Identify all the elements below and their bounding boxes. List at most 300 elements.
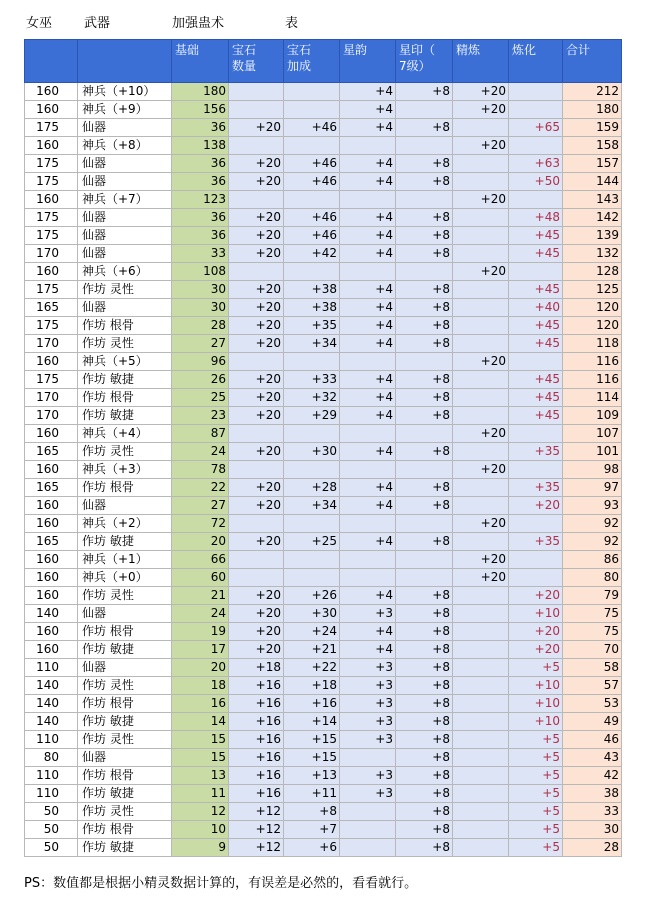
table-row xyxy=(25,317,622,335)
table-row xyxy=(25,551,622,569)
cell-base: 11 xyxy=(172,785,229,803)
cell-refine: +20 xyxy=(453,515,509,533)
table-row xyxy=(25,245,622,263)
cell-gem-bonus: +6 xyxy=(284,839,340,857)
cell-total: 92 xyxy=(563,515,622,533)
cell-star-seal: +8 xyxy=(396,749,453,767)
cell-star-seal: +8 xyxy=(396,767,453,785)
cell-gem-bonus: +46 xyxy=(284,155,340,173)
cell-base: 19 xyxy=(172,623,229,641)
cell-total: 30 xyxy=(563,821,622,839)
cell-item: 仙器 xyxy=(78,173,172,191)
header-star-rhyme: 星韵 xyxy=(340,40,396,83)
cell-item: 作坊 根骨 xyxy=(78,389,172,407)
table-row xyxy=(25,389,622,407)
cell-star-seal: +8 xyxy=(396,695,453,713)
cell-star-seal xyxy=(396,101,453,119)
cell-item: 作坊 灵性 xyxy=(78,677,172,695)
sheet-title xyxy=(0,10,650,30)
cell-star-seal: +8 xyxy=(396,839,453,857)
cell-smelt: +10 xyxy=(509,605,563,623)
cell-level: 160 xyxy=(25,587,78,605)
cell-refine xyxy=(453,659,509,677)
cell-gem-count: +20 xyxy=(229,479,284,497)
table-row xyxy=(25,677,622,695)
cell-base: 22 xyxy=(172,479,229,497)
cell-star-rhyme: +4 xyxy=(340,641,396,659)
cell-level: 175 xyxy=(25,173,78,191)
cell-level: 165 xyxy=(25,299,78,317)
table-row xyxy=(25,641,622,659)
cell-level: 140 xyxy=(25,695,78,713)
cell-base: 36 xyxy=(172,119,229,137)
cell-smelt: +35 xyxy=(509,533,563,551)
title-suffix: 表 xyxy=(285,16,299,31)
cell-item: 仙器 xyxy=(78,155,172,173)
cell-total: 212 xyxy=(563,83,622,101)
table-row xyxy=(25,461,622,479)
cell-gem-bonus xyxy=(284,263,340,281)
cell-total: 114 xyxy=(563,389,622,407)
cell-star-seal xyxy=(396,461,453,479)
cell-refine: +20 xyxy=(453,461,509,479)
table-row xyxy=(25,227,622,245)
cell-gem-bonus: +24 xyxy=(284,623,340,641)
cell-star-seal: +8 xyxy=(396,731,453,749)
cell-gem-bonus: +30 xyxy=(284,443,340,461)
cell-gem-count xyxy=(229,515,284,533)
cell-level: 175 xyxy=(25,281,78,299)
table-row xyxy=(25,281,622,299)
cell-gem-bonus: +22 xyxy=(284,659,340,677)
cell-gem-bonus: +46 xyxy=(284,173,340,191)
cell-smelt: +45 xyxy=(509,245,563,263)
cell-gem-bonus: +42 xyxy=(284,245,340,263)
table-row xyxy=(25,83,622,101)
cell-star-rhyme: +4 xyxy=(340,245,396,263)
cell-gem-count: +20 xyxy=(229,371,284,389)
cell-star-rhyme: +4 xyxy=(340,497,396,515)
cell-smelt: +10 xyxy=(509,677,563,695)
cell-level: 160 xyxy=(25,425,78,443)
cell-smelt: +35 xyxy=(509,443,563,461)
table-row xyxy=(25,353,622,371)
header-total: 合计 xyxy=(563,40,622,83)
cell-base: 10 xyxy=(172,821,229,839)
cell-item: 神兵（+8） xyxy=(78,137,172,155)
cell-star-seal: +8 xyxy=(396,227,453,245)
cell-gem-bonus xyxy=(284,191,340,209)
table-row xyxy=(25,659,622,677)
cell-refine xyxy=(453,479,509,497)
cell-smelt xyxy=(509,83,563,101)
cell-star-rhyme: +4 xyxy=(340,119,396,137)
cell-star-seal: +8 xyxy=(396,821,453,839)
cell-base: 30 xyxy=(172,299,229,317)
table-row xyxy=(25,263,622,281)
cell-base: 15 xyxy=(172,731,229,749)
cell-item: 仙器 xyxy=(78,299,172,317)
cell-total: 49 xyxy=(563,713,622,731)
cell-star-rhyme: +4 xyxy=(340,209,396,227)
cell-item: 神兵（+7） xyxy=(78,191,172,209)
cell-smelt xyxy=(509,137,563,155)
cell-total: 86 xyxy=(563,551,622,569)
cell-refine xyxy=(453,605,509,623)
cell-gem-count: +20 xyxy=(229,155,284,173)
table-row xyxy=(25,299,622,317)
cell-star-seal: +8 xyxy=(396,605,453,623)
cell-smelt: +5 xyxy=(509,749,563,767)
cell-gem-count xyxy=(229,353,284,371)
cell-smelt: +10 xyxy=(509,695,563,713)
table-row xyxy=(25,191,622,209)
cell-gem-count xyxy=(229,551,284,569)
table-row xyxy=(25,209,622,227)
cell-star-rhyme xyxy=(340,803,396,821)
cell-base: 20 xyxy=(172,659,229,677)
table-row xyxy=(25,713,622,731)
cell-level: 175 xyxy=(25,317,78,335)
cell-refine: +20 xyxy=(453,101,509,119)
cell-level: 170 xyxy=(25,389,78,407)
cell-refine xyxy=(453,497,509,515)
cell-item: 作坊 敏捷 xyxy=(78,785,172,803)
cell-gem-bonus xyxy=(284,551,340,569)
cell-gem-bonus xyxy=(284,515,340,533)
cell-smelt: +5 xyxy=(509,785,563,803)
cell-item: 作坊 根骨 xyxy=(78,317,172,335)
cell-gem-count xyxy=(229,569,284,587)
cell-item: 作坊 灵性 xyxy=(78,803,172,821)
cell-total: 53 xyxy=(563,695,622,713)
cell-gem-bonus xyxy=(284,353,340,371)
cell-star-seal xyxy=(396,569,453,587)
cell-star-seal: +8 xyxy=(396,479,453,497)
cell-item: 神兵（+2） xyxy=(78,515,172,533)
cell-gem-count: +20 xyxy=(229,623,284,641)
cell-base: 13 xyxy=(172,767,229,785)
table-row xyxy=(25,101,622,119)
cell-level: 140 xyxy=(25,605,78,623)
cell-star-seal: +8 xyxy=(396,497,453,515)
cell-gem-count: +20 xyxy=(229,443,284,461)
cell-refine xyxy=(453,407,509,425)
cell-level: 110 xyxy=(25,731,78,749)
cell-total: 43 xyxy=(563,749,622,767)
cell-item: 作坊 敏捷 xyxy=(78,371,172,389)
cell-item: 神兵（+5） xyxy=(78,353,172,371)
cell-item: 作坊 灵性 xyxy=(78,443,172,461)
cell-gem-count: +20 xyxy=(229,173,284,191)
cell-gem-count: +20 xyxy=(229,641,284,659)
cell-gem-count: +20 xyxy=(229,119,284,137)
cell-gem-bonus xyxy=(284,137,340,155)
cell-gem-count: +20 xyxy=(229,389,284,407)
table-row xyxy=(25,497,622,515)
cell-star-rhyme: +4 xyxy=(340,371,396,389)
cell-gem-bonus: +29 xyxy=(284,407,340,425)
cell-base: 96 xyxy=(172,353,229,371)
cell-star-seal: +8 xyxy=(396,407,453,425)
cell-smelt xyxy=(509,515,563,533)
cell-total: 93 xyxy=(563,497,622,515)
cell-item: 作坊 根骨 xyxy=(78,623,172,641)
cell-total: 116 xyxy=(563,353,622,371)
cell-refine xyxy=(453,749,509,767)
cell-smelt: +20 xyxy=(509,623,563,641)
cell-level: 165 xyxy=(25,479,78,497)
table-row xyxy=(25,623,622,641)
cell-level: 170 xyxy=(25,335,78,353)
cell-item: 仙器 xyxy=(78,245,172,263)
cell-star-rhyme xyxy=(340,551,396,569)
cell-gem-count xyxy=(229,101,284,119)
cell-gem-bonus: +32 xyxy=(284,389,340,407)
cell-total: 101 xyxy=(563,443,622,461)
cell-item: 仙器 xyxy=(78,227,172,245)
cell-smelt: +45 xyxy=(509,335,563,353)
cell-star-seal xyxy=(396,515,453,533)
cell-level: 160 xyxy=(25,551,78,569)
table-row xyxy=(25,479,622,497)
cell-star-rhyme: +4 xyxy=(340,83,396,101)
cell-level: 160 xyxy=(25,461,78,479)
cell-base: 60 xyxy=(172,569,229,587)
cell-star-seal: +8 xyxy=(396,317,453,335)
cell-base: 26 xyxy=(172,371,229,389)
cell-base: 20 xyxy=(172,533,229,551)
cell-item: 神兵（+6） xyxy=(78,263,172,281)
cell-refine xyxy=(453,821,509,839)
cell-base: 12 xyxy=(172,803,229,821)
cell-gem-count: +16 xyxy=(229,749,284,767)
cell-gem-count: +20 xyxy=(229,533,284,551)
cell-refine: +20 xyxy=(453,137,509,155)
cell-star-rhyme: +4 xyxy=(340,587,396,605)
cell-total: 75 xyxy=(563,623,622,641)
cell-star-rhyme: +4 xyxy=(340,479,396,497)
cell-refine xyxy=(453,731,509,749)
cell-gem-bonus: +14 xyxy=(284,713,340,731)
cell-item: 神兵（+4） xyxy=(78,425,172,443)
cell-smelt xyxy=(509,461,563,479)
cell-base: 30 xyxy=(172,281,229,299)
cell-refine xyxy=(453,587,509,605)
cell-base: 36 xyxy=(172,209,229,227)
cell-base: 15 xyxy=(172,749,229,767)
cell-base: 16 xyxy=(172,695,229,713)
cell-total: 142 xyxy=(563,209,622,227)
cell-base: 36 xyxy=(172,227,229,245)
cell-gem-count: +20 xyxy=(229,209,284,227)
cell-star-seal xyxy=(396,263,453,281)
cell-base: 27 xyxy=(172,335,229,353)
cell-item: 仙器 xyxy=(78,749,172,767)
cell-gem-count: +20 xyxy=(229,605,284,623)
cell-gem-bonus: +15 xyxy=(284,731,340,749)
cell-gem-count: +16 xyxy=(229,677,284,695)
cell-base: 180 xyxy=(172,83,229,101)
cell-star-rhyme xyxy=(340,749,396,767)
cell-base: 123 xyxy=(172,191,229,209)
cell-gem-count: +16 xyxy=(229,731,284,749)
header-smelt: 炼化 xyxy=(509,40,563,83)
cell-level: 160 xyxy=(25,101,78,119)
cell-smelt: +20 xyxy=(509,587,563,605)
cell-total: 97 xyxy=(563,479,622,497)
cell-item: 作坊 敏捷 xyxy=(78,533,172,551)
cell-star-rhyme xyxy=(340,569,396,587)
table-row xyxy=(25,173,622,191)
cell-item: 作坊 灵性 xyxy=(78,281,172,299)
cell-smelt: +5 xyxy=(509,731,563,749)
cell-level: 110 xyxy=(25,785,78,803)
cell-smelt xyxy=(509,569,563,587)
cell-smelt: +20 xyxy=(509,497,563,515)
table-row xyxy=(25,731,622,749)
table-row xyxy=(25,155,622,173)
weapon-stats-table xyxy=(24,39,622,857)
cell-smelt xyxy=(509,263,563,281)
cell-level: 140 xyxy=(25,677,78,695)
cell-gem-bonus: +38 xyxy=(284,281,340,299)
cell-total: 92 xyxy=(563,533,622,551)
cell-base: 23 xyxy=(172,407,229,425)
header-level xyxy=(25,40,78,83)
cell-gem-bonus: +18 xyxy=(284,677,340,695)
cell-star-rhyme xyxy=(340,137,396,155)
cell-smelt xyxy=(509,551,563,569)
cell-gem-count xyxy=(229,425,284,443)
cell-total: 58 xyxy=(563,659,622,677)
cell-refine xyxy=(453,623,509,641)
cell-base: 156 xyxy=(172,101,229,119)
table-row xyxy=(25,569,622,587)
title-job: 女巫 xyxy=(26,16,53,31)
cell-gem-count: +16 xyxy=(229,713,284,731)
cell-gem-bonus: +38 xyxy=(284,299,340,317)
cell-base: 36 xyxy=(172,173,229,191)
cell-total: 128 xyxy=(563,263,622,281)
cell-star-rhyme: +3 xyxy=(340,731,396,749)
cell-base: 25 xyxy=(172,389,229,407)
cell-refine: +20 xyxy=(453,83,509,101)
cell-total: 157 xyxy=(563,155,622,173)
cell-item: 神兵（+1） xyxy=(78,551,172,569)
cell-gem-bonus: +46 xyxy=(284,209,340,227)
cell-gem-count: +16 xyxy=(229,785,284,803)
cell-smelt: +63 xyxy=(509,155,563,173)
cell-refine xyxy=(453,245,509,263)
cell-refine xyxy=(453,695,509,713)
cell-star-seal xyxy=(396,137,453,155)
cell-refine xyxy=(453,641,509,659)
cell-item: 作坊 敏捷 xyxy=(78,641,172,659)
cell-item: 仙器 xyxy=(78,497,172,515)
cell-gem-bonus: +25 xyxy=(284,533,340,551)
cell-smelt: +10 xyxy=(509,713,563,731)
cell-gem-bonus: +33 xyxy=(284,371,340,389)
cell-gem-count: +20 xyxy=(229,245,284,263)
cell-star-seal: +8 xyxy=(396,659,453,677)
cell-gem-count: +20 xyxy=(229,281,284,299)
cell-item: 神兵（+9） xyxy=(78,101,172,119)
cell-star-seal: +8 xyxy=(396,83,453,101)
cell-star-seal: +8 xyxy=(396,623,453,641)
cell-total: 46 xyxy=(563,731,622,749)
cell-level: 160 xyxy=(25,191,78,209)
cell-star-rhyme: +3 xyxy=(340,713,396,731)
cell-smelt xyxy=(509,191,563,209)
footnote: PS：数值都是根据小精灵数据计算的，有误差是必然的，看看就行。 xyxy=(24,876,418,891)
cell-refine xyxy=(453,119,509,137)
cell-gem-bonus xyxy=(284,101,340,119)
cell-item: 仙器 xyxy=(78,119,172,137)
cell-level: 160 xyxy=(25,83,78,101)
cell-item: 作坊 根骨 xyxy=(78,479,172,497)
cell-level: 175 xyxy=(25,155,78,173)
cell-total: 98 xyxy=(563,461,622,479)
cell-item: 作坊 敏捷 xyxy=(78,713,172,731)
cell-total: 139 xyxy=(563,227,622,245)
cell-level: 50 xyxy=(25,803,78,821)
cell-level: 160 xyxy=(25,641,78,659)
table-row xyxy=(25,587,622,605)
cell-star-rhyme: +3 xyxy=(340,767,396,785)
cell-item: 作坊 敏捷 xyxy=(78,407,172,425)
cell-refine xyxy=(453,677,509,695)
cell-gem-bonus: +34 xyxy=(284,335,340,353)
table-row xyxy=(25,803,622,821)
cell-level: 160 xyxy=(25,515,78,533)
cell-base: 28 xyxy=(172,317,229,335)
table-row xyxy=(25,695,622,713)
cell-smelt xyxy=(509,101,563,119)
cell-star-seal: +8 xyxy=(396,173,453,191)
cell-smelt: +5 xyxy=(509,803,563,821)
cell-gem-bonus xyxy=(284,83,340,101)
cell-star-seal: +8 xyxy=(396,209,453,227)
cell-smelt: +45 xyxy=(509,407,563,425)
cell-gem-count xyxy=(229,137,284,155)
cell-total: 125 xyxy=(563,281,622,299)
cell-total: 180 xyxy=(563,101,622,119)
cell-total: 159 xyxy=(563,119,622,137)
table-header-row xyxy=(25,40,622,83)
cell-gem-bonus: +26 xyxy=(284,587,340,605)
cell-star-seal: +8 xyxy=(396,803,453,821)
cell-smelt: +20 xyxy=(509,641,563,659)
cell-star-seal xyxy=(396,551,453,569)
cell-item: 仙器 xyxy=(78,209,172,227)
cell-star-rhyme xyxy=(340,821,396,839)
cell-total: 116 xyxy=(563,371,622,389)
cell-total: 79 xyxy=(563,587,622,605)
cell-star-seal: +8 xyxy=(396,785,453,803)
cell-level: 175 xyxy=(25,371,78,389)
cell-total: 120 xyxy=(563,317,622,335)
cell-smelt xyxy=(509,425,563,443)
cell-gem-bonus: +34 xyxy=(284,497,340,515)
cell-star-seal: +8 xyxy=(396,245,453,263)
cell-gem-count: +12 xyxy=(229,803,284,821)
cell-star-rhyme: +4 xyxy=(340,173,396,191)
cell-level: 110 xyxy=(25,659,78,677)
cell-gem-bonus: +15 xyxy=(284,749,340,767)
cell-level: 50 xyxy=(25,839,78,857)
cell-total: 42 xyxy=(563,767,622,785)
